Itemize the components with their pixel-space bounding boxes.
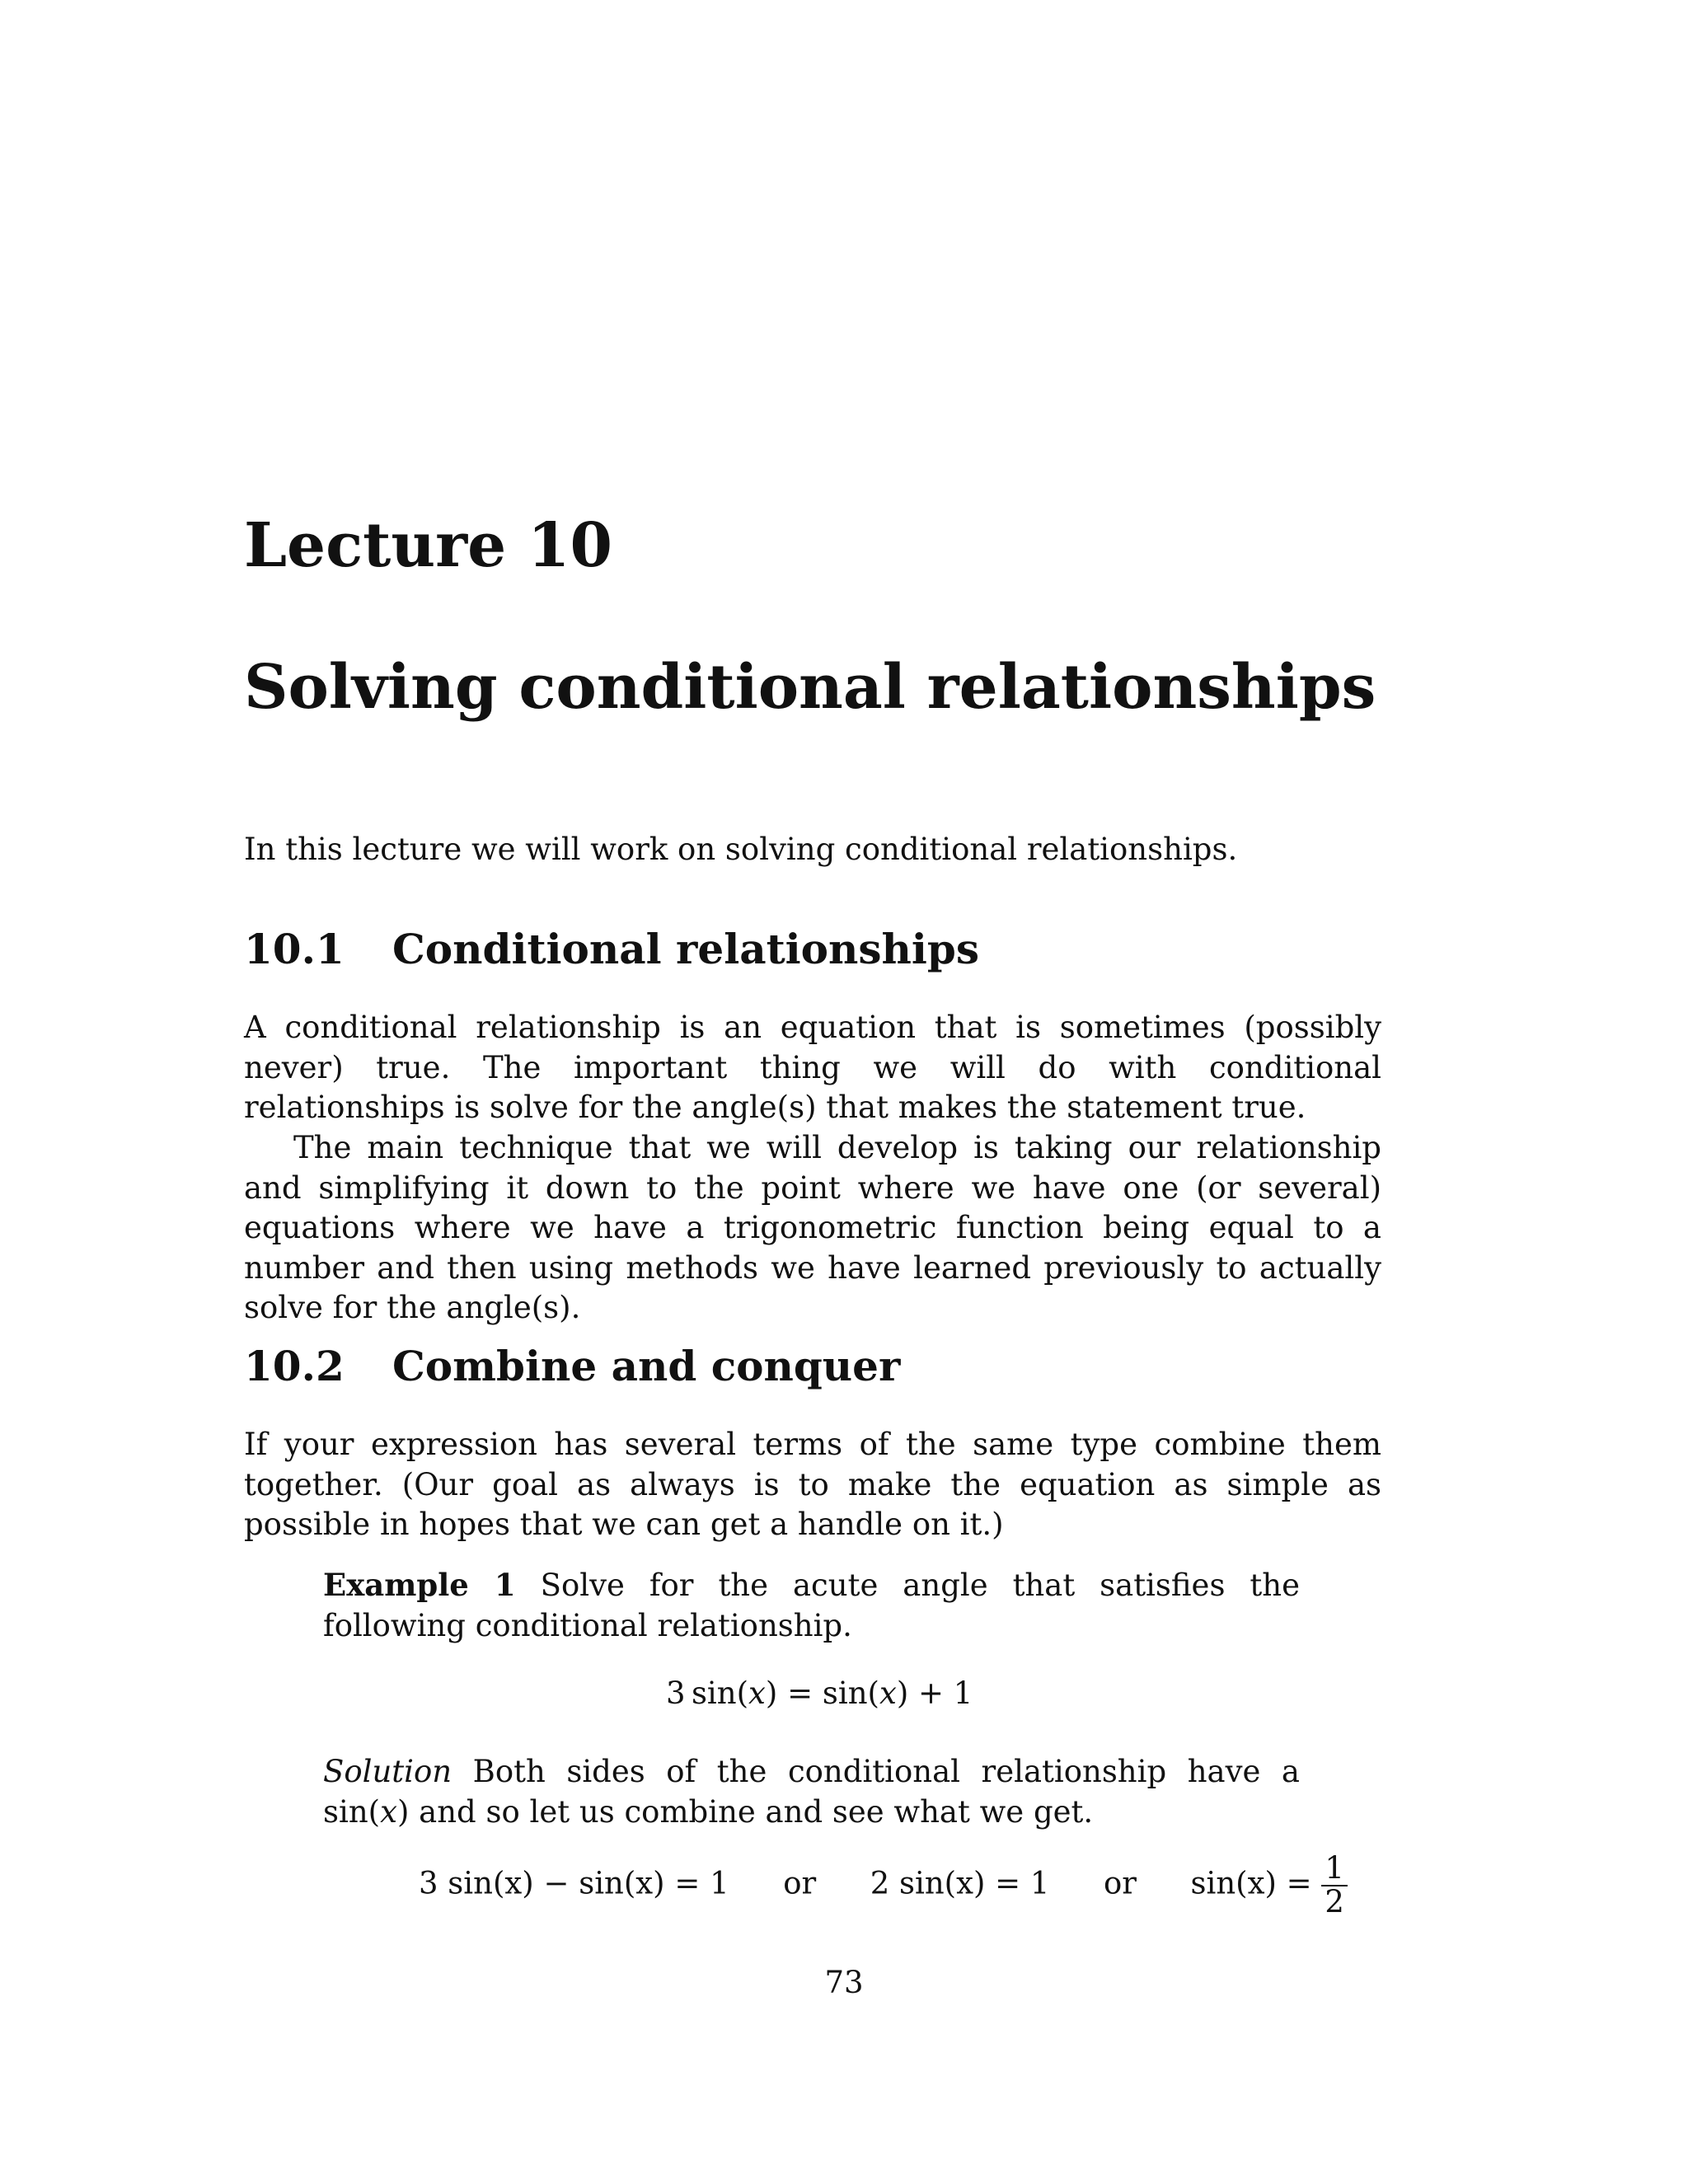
solution-label: Solution: [323, 1754, 452, 1789]
equation-variable: x: [748, 1675, 766, 1711]
solution-text: Both sides of the conditional relationship have a sin(: [323, 1754, 1300, 1830]
section-paragraph: If your expression has several terms of the same type combine them together. (Our goal as always is to make the equation as simple as possible in hopes that we can get a handle on it.): [244, 1427, 1381, 1542]
example-block: [323, 1565, 1300, 1646]
chain-part-3: sin(x) =: [1190, 1865, 1312, 1901]
section-number: 10.2: [244, 1342, 345, 1390]
section-paragraph: The main technique that we will develop is taking our relationship and simplifying it down to the point where we have one (or several) equations where we have a trigonometric function being equal to a number and then using methods we have learned previously to actually solve for the angle(s).: [244, 1130, 1381, 1325]
section-title: Combine and conquer: [392, 1342, 901, 1390]
solution-equation-chain: [419, 1850, 1348, 1919]
chapter-label: Lecture 10: [244, 510, 612, 581]
chain-connector: or: [1104, 1865, 1137, 1901]
page-number: 73: [824, 1965, 864, 2000]
solution-text: ) and so let us combine and see what we get.: [396, 1793, 1094, 1830]
section-heading-10-2: [244, 1342, 901, 1390]
equation-variable: x: [879, 1675, 897, 1711]
equation-function: sin: [822, 1675, 868, 1711]
example-label: Example 1: [323, 1567, 516, 1603]
solution-variable: x: [380, 1793, 397, 1830]
intro-paragraph: In this lecture we will work on solving conditional relationships.: [244, 832, 1238, 867]
fraction-denominator: 2: [1325, 1883, 1344, 1919]
example-equation: 3 sin(x) = sin(x) + 1: [666, 1675, 973, 1711]
equation-coefficient: 3: [666, 1675, 686, 1711]
equation-constant: + 1: [918, 1675, 973, 1711]
chain-part-2: 2 sin(x) = 1: [870, 1865, 1050, 1901]
fraction: [1321, 1850, 1348, 1919]
chain-part-1: 3 sin(x) − sin(x) = 1: [419, 1865, 729, 1901]
section-number: 10.1: [244, 925, 345, 973]
chain-connector: or: [783, 1865, 817, 1901]
section-heading-10-1: [244, 925, 979, 973]
fraction-numerator: 1: [1321, 1853, 1348, 1886]
example-text: Solve for the acute angle that satisfies the following conditional relationship.: [323, 1568, 1300, 1643]
equation-function: sin: [691, 1675, 737, 1711]
section-paragraph: A conditional relationship is an equation that is sometimes (possibly never) true. The important thing we will do with conditional relationships is solve for the angle(s) that makes the statement true.: [244, 1010, 1381, 1125]
section-title: Conditional relationships: [392, 925, 979, 973]
solution-block: [323, 1752, 1300, 1832]
chapter-title: Solving conditional relationships: [244, 652, 1376, 723]
